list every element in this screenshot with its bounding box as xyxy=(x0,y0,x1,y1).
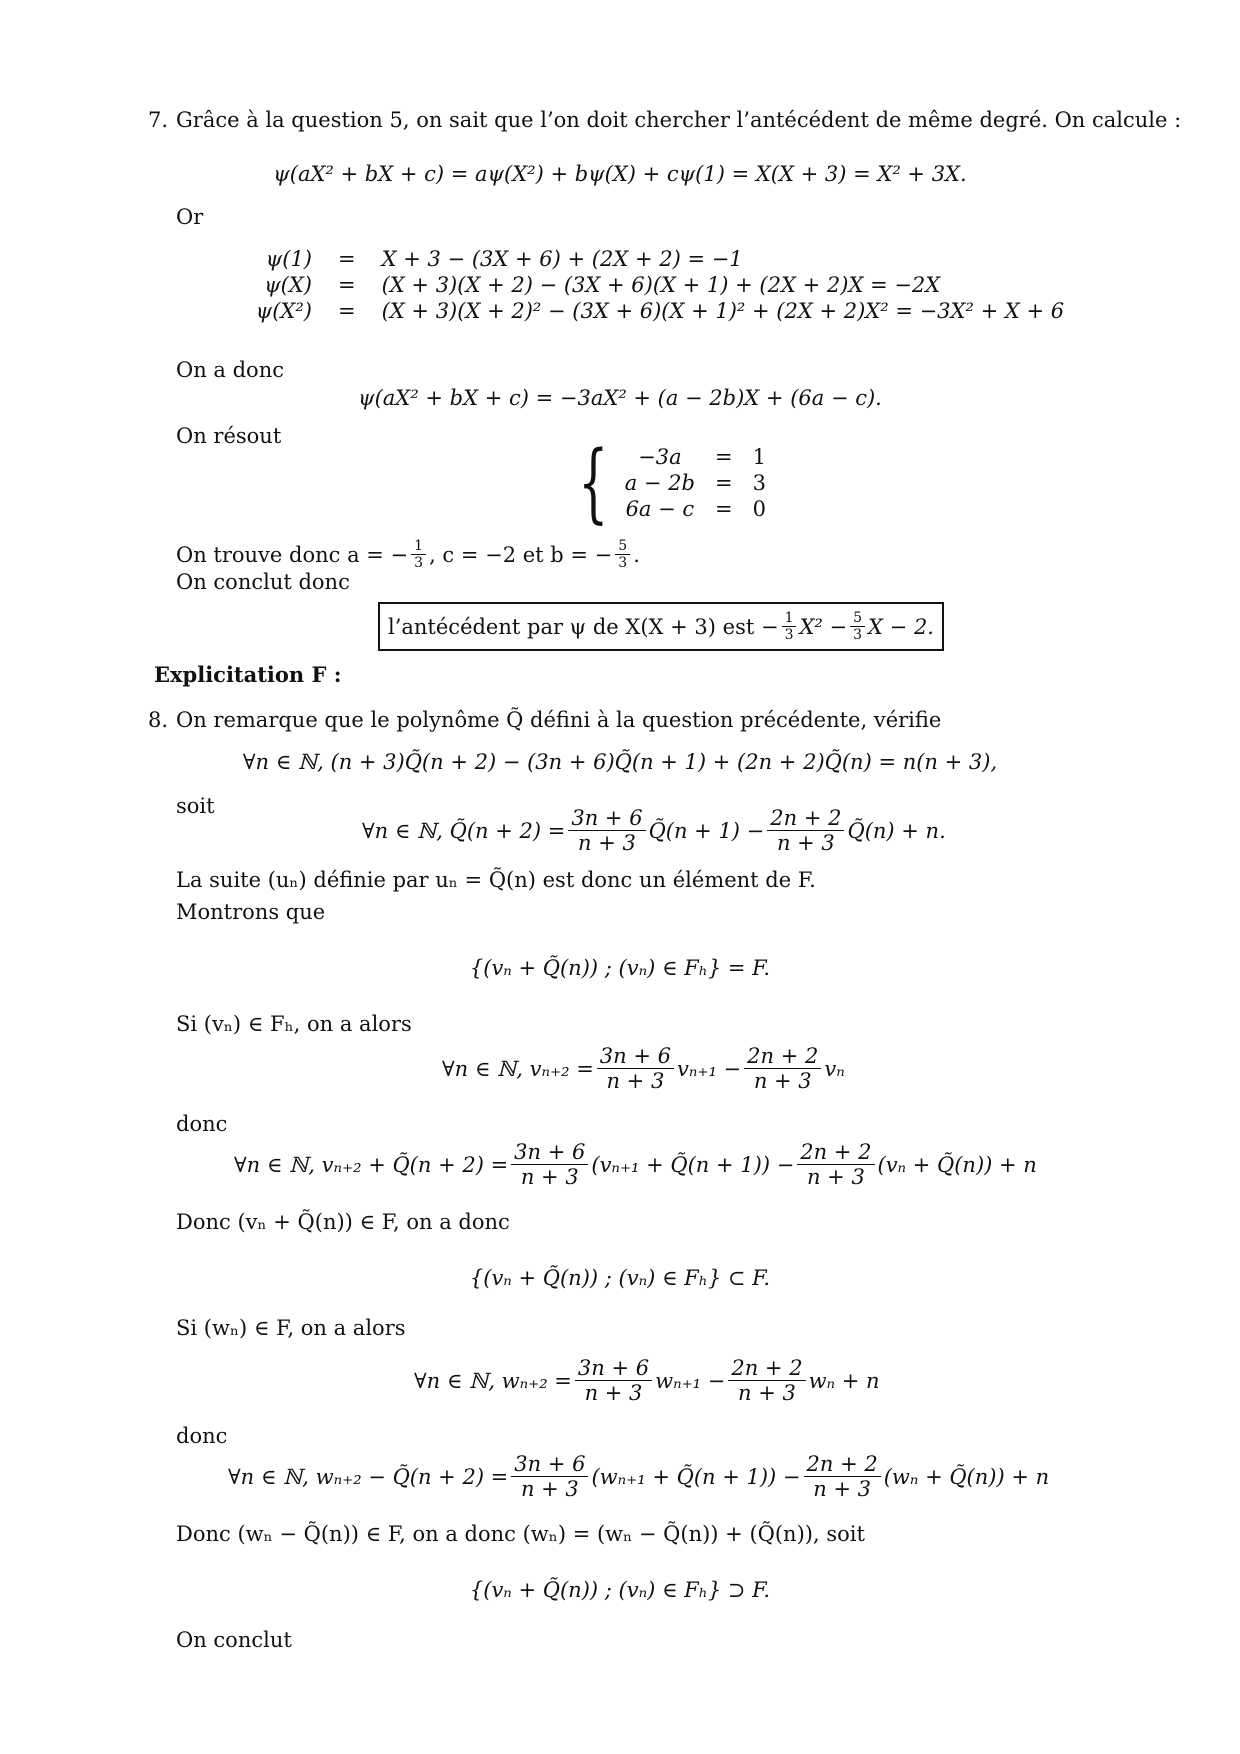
frac-den: n + 3 xyxy=(738,1381,796,1406)
q7-intro: Grâce à la question 5, on sait que l’on doit chercher l’antécédent de même degré. On calcule : xyxy=(176,108,1182,132)
system-rhs: 0 xyxy=(752,497,766,521)
align-rhs: (X + 3)(X + 2)² − (3X + 6)(X + 1)² + (2X + 2)X² = −3X² + X + 6 xyxy=(381,299,1065,323)
frac-den: n + 3 xyxy=(520,1165,579,1190)
q7-on-a-donc: On a donc xyxy=(176,358,284,382)
q8-suite-text: La suite (uₙ) définie par uₙ = Q̃(n) est donc un élément de F. xyxy=(176,868,816,892)
q7-conclut: On conclut donc xyxy=(176,570,350,594)
q8-donc-w: Donc (wₙ − Q̃(n)) ∈ F, on a donc (wₙ) = (wₙ − Q̃(n)) + (Q̃(n)), soit xyxy=(176,1522,865,1546)
frac-num: 1 xyxy=(411,538,426,555)
eqw2-prefix: ∀n ∈ ℕ, wₙ₊₂ − Q̃(n + 2) = xyxy=(228,1464,509,1489)
align-lhs: ψ(X) xyxy=(264,273,312,297)
fraction-3n6-n3 xyxy=(511,1452,588,1501)
align-lhs: ψ(X²) xyxy=(255,299,312,323)
eqv2-prefix: ∀n ∈ ℕ, vₙ₊₂ + Q̃(n + 2) = xyxy=(234,1152,509,1177)
fraction-one-third xyxy=(411,538,426,571)
system-rhs: 3 xyxy=(752,471,766,495)
eqv2-mid: (vₙ₊₁ + Q̃(n + 1)) − xyxy=(591,1152,795,1177)
align-row xyxy=(232,298,1074,324)
q8-number: 8. xyxy=(148,708,169,732)
fraction-3n6-n3 xyxy=(511,1140,588,1189)
fraction-one-third xyxy=(782,610,797,643)
q8-equation-w2 xyxy=(228,1452,1049,1501)
align-rhs: X + 3 − (3X + 6) + (2X + 2) = −1 xyxy=(381,247,743,271)
q7-number: 7. xyxy=(148,108,169,132)
q8-equation-v2 xyxy=(234,1140,1037,1189)
q7-boxed-result xyxy=(378,602,944,651)
eqv2-suffix: (vₙ + Q̃(n)) + n xyxy=(877,1152,1037,1177)
q8-equation-2 xyxy=(362,806,946,855)
frac-den: 3 xyxy=(414,555,424,572)
q8-equation-w xyxy=(414,1356,880,1405)
frac-den: n + 3 xyxy=(813,1477,872,1502)
frac-den: n + 3 xyxy=(584,1381,643,1406)
q8-equation-v xyxy=(442,1044,845,1093)
frac-num: 2n + 2 xyxy=(744,1044,821,1069)
q8-donc-v: Donc (vₙ + Q̃(n)) ∈ F, on a donc xyxy=(176,1210,510,1234)
eqw-mid: wₙ₊₁ − xyxy=(655,1368,726,1393)
frac-den: n + 3 xyxy=(776,831,835,856)
align-rel: = xyxy=(338,247,356,271)
align-row xyxy=(232,246,1074,272)
q7-or: Or xyxy=(176,205,204,229)
section-title: Explicitation F : xyxy=(154,662,342,687)
fraction-five-thirds xyxy=(850,610,865,643)
system-row xyxy=(615,470,776,496)
system-row xyxy=(615,496,776,522)
frac-num: 5 xyxy=(615,538,630,555)
q8-si-v: Si (vₙ) ∈ Fₕ, on a alors xyxy=(176,1012,412,1036)
q8-set-superset: {(vₙ + Q̃(n)) ; (vₙ) ∈ Fₕ} ⊃ F. xyxy=(469,1578,771,1602)
q8-donc-2: donc xyxy=(176,1424,228,1448)
system-lhs: 6a − c xyxy=(625,497,695,521)
q8-set-equality: {(vₙ + Q̃(n)) ; (vₙ) ∈ Fₕ} = F. xyxy=(469,956,771,980)
align-row xyxy=(232,272,1074,298)
fraction-2n2-n3 xyxy=(804,1452,881,1501)
trouve-mid: , c = −2 et b = − xyxy=(429,542,613,567)
frac-den: 3 xyxy=(853,627,863,644)
fraction-3n6-n3 xyxy=(568,806,645,855)
frac-den: 3 xyxy=(618,555,628,572)
trouve-period: . xyxy=(633,542,640,567)
q8-donc-1: donc xyxy=(176,1112,228,1136)
eq2-prefix: ∀n ∈ ℕ, Q̃(n + 2) = xyxy=(362,818,566,843)
q7-equation-1: ψ(aX² + bX + c) = aψ(X²) + bψ(X) + cψ(1) = X(X + 3) = X² + 3X. xyxy=(273,162,967,186)
fraction-2n2-n3 xyxy=(797,1140,874,1189)
frac-num: 5 xyxy=(850,610,865,627)
frac-num: 2n + 2 xyxy=(767,806,844,831)
fraction-five-thirds xyxy=(615,538,630,571)
q8-montrons: Montrons que xyxy=(176,900,326,924)
align-lhs: ψ(1) xyxy=(265,247,312,271)
eq2-mid: Q̃(n + 1) − xyxy=(648,818,765,843)
boxed-suffix: X − 2. xyxy=(868,614,934,639)
q8-on-conclut: On conclut xyxy=(176,1628,292,1652)
frac-den: n + 3 xyxy=(806,1165,865,1190)
frac-num: 3n + 6 xyxy=(568,806,645,831)
frac-num: 2n + 2 xyxy=(804,1452,881,1477)
frac-num: 3n + 6 xyxy=(511,1140,588,1165)
system-rel: = xyxy=(715,445,733,469)
frac-den: n + 3 xyxy=(520,1477,579,1502)
left-brace: { xyxy=(578,433,609,533)
fraction-2n2-n3 xyxy=(767,806,844,855)
eqw-suffix: wₙ + n xyxy=(808,1368,880,1393)
q7-equation-2: ψ(aX² + bX + c) = −3aX² + (a − 2b)X + (6a − c). xyxy=(358,386,882,410)
system-row xyxy=(615,444,776,470)
q8-si-w: Si (wₙ) ∈ F, on a alors xyxy=(176,1316,406,1340)
eqv-mid: vₙ₊₁ − xyxy=(677,1056,742,1081)
frac-den: 3 xyxy=(784,627,794,644)
align-rel: = xyxy=(338,273,356,297)
q8-intro: On remarque que le polynôme Q̃ défini à la question précédente, vérifie xyxy=(176,708,942,732)
system-lhs: −3a xyxy=(638,445,682,469)
eqv-suffix: vₙ xyxy=(824,1056,845,1081)
system-rhs: 1 xyxy=(752,445,766,469)
fraction-2n2-n3 xyxy=(728,1356,805,1405)
eq2-suffix: Q̃(n) + n. xyxy=(847,818,946,843)
frac-den: n + 3 xyxy=(578,831,636,856)
q7-on-resout: On résout xyxy=(176,424,282,448)
align-rhs: (X + 3)(X + 2) − (3X + 6)(X + 1) + (2X + 2)X = −2X xyxy=(381,273,941,297)
system-lhs: a − 2b xyxy=(624,471,695,495)
fraction-2n2-n3 xyxy=(744,1044,821,1093)
frac-num: 2n + 2 xyxy=(797,1140,874,1165)
eqw2-mid: (wₙ₊₁ + Q̃(n + 1)) − xyxy=(591,1464,801,1489)
q8-set-subset: {(vₙ + Q̃(n)) ; (vₙ) ∈ Fₕ} ⊂ F. xyxy=(469,1266,771,1290)
q8-soit: soit xyxy=(176,794,215,818)
align-rel: = xyxy=(338,299,356,323)
q8-equation-1: ∀n ∈ ℕ, (n + 3)Q̃(n + 2) − (3n + 6)Q̃(n + 1) + (2n + 2)Q̃(n) = n(n + 3), xyxy=(242,750,998,774)
boxed-mid: X² − xyxy=(799,614,848,639)
frac-num: 3n + 6 xyxy=(575,1356,652,1381)
q7-system xyxy=(566,433,776,533)
frac-num: 2n + 2 xyxy=(728,1356,805,1381)
q7-align-block xyxy=(232,246,1074,324)
frac-num: 3n + 6 xyxy=(597,1044,674,1069)
fraction-3n6-n3 xyxy=(575,1356,652,1405)
frac-den: n + 3 xyxy=(606,1069,665,1094)
frac-num: 1 xyxy=(782,610,797,627)
boxed-prefix: l’antécédent par ψ de X(X + 3) est − xyxy=(388,614,779,639)
frac-den: n + 3 xyxy=(753,1069,812,1094)
frac-num: 3n + 6 xyxy=(511,1452,588,1477)
fraction-3n6-n3 xyxy=(597,1044,674,1093)
q7-trouve-line xyxy=(176,538,640,571)
system-rel: = xyxy=(715,497,733,521)
eqv-prefix: ∀n ∈ ℕ, vₙ₊₂ = xyxy=(442,1056,594,1081)
trouve-prefix: On trouve donc a = − xyxy=(176,542,409,567)
eqw-prefix: ∀n ∈ ℕ, wₙ₊₂ = xyxy=(414,1368,572,1393)
system-rel: = xyxy=(715,471,733,495)
eqw2-suffix: (wₙ + Q̃(n)) + n xyxy=(883,1464,1050,1489)
